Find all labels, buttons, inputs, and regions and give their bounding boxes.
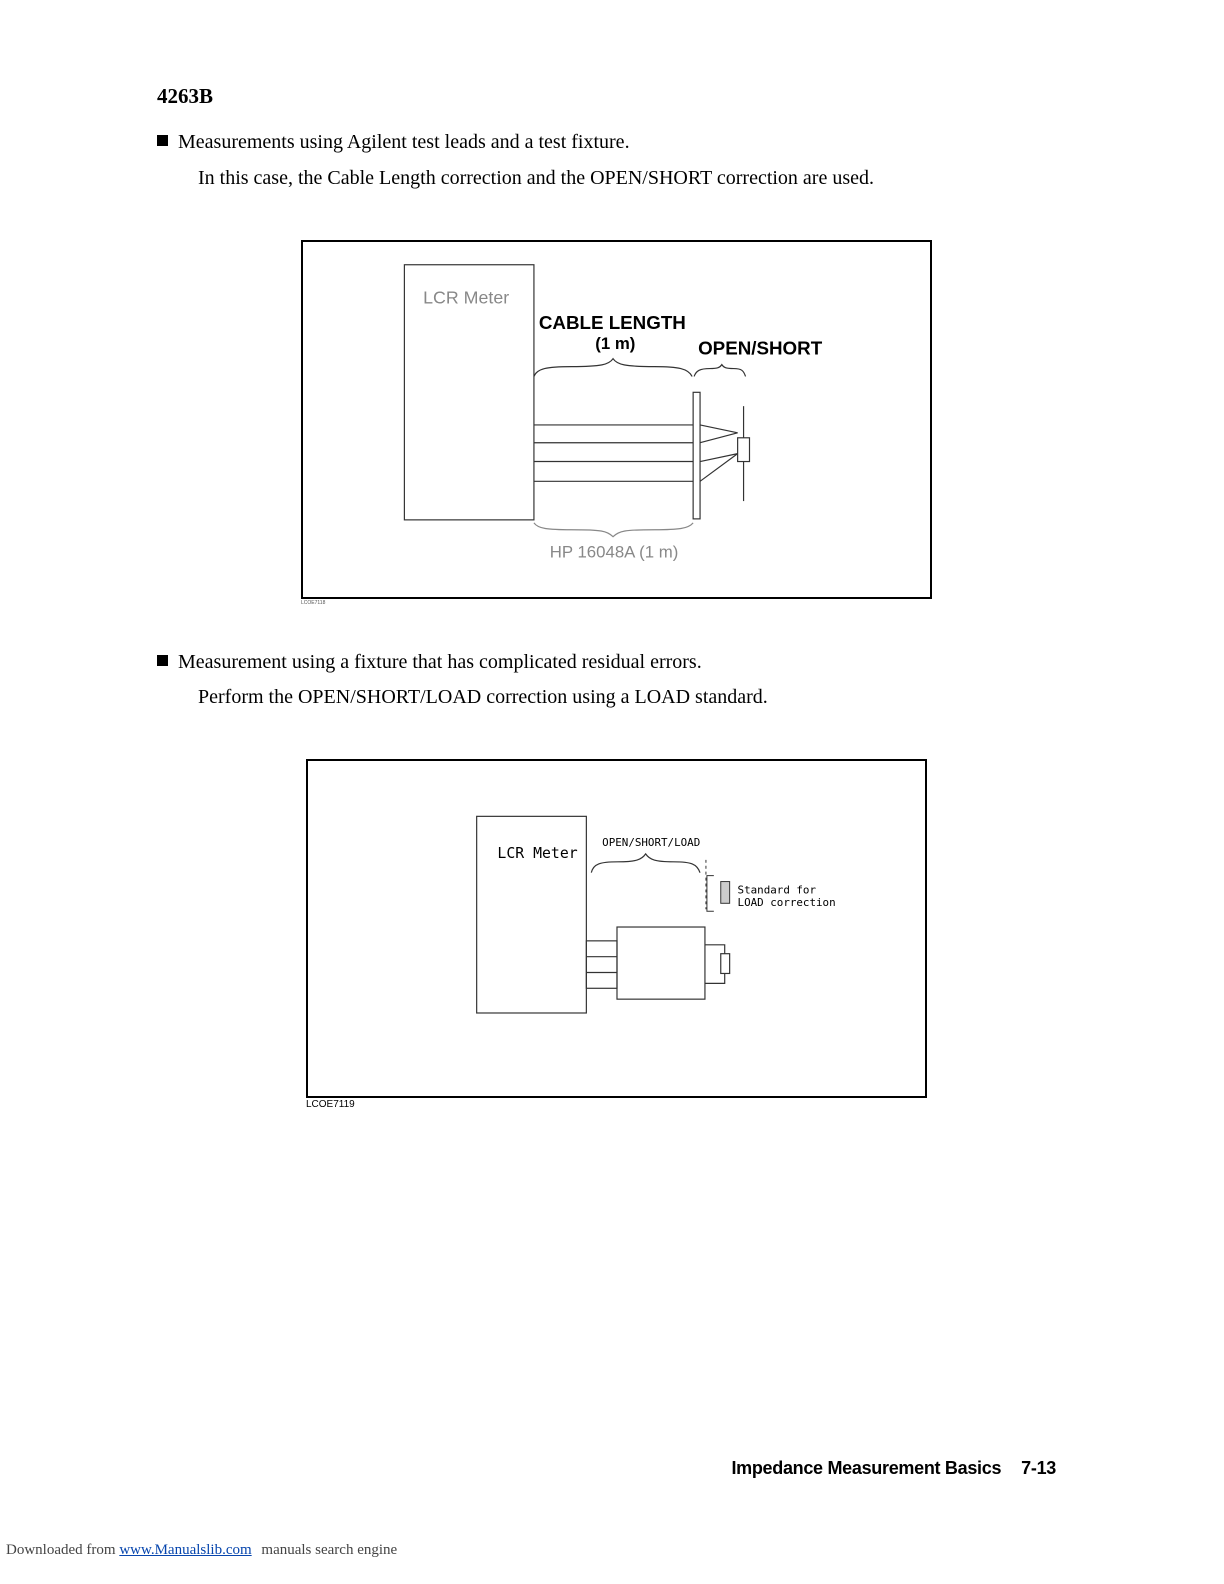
bullet-square-icon (157, 135, 168, 146)
leads-label: HP 16048A (1 m) (549, 542, 679, 562)
footer-title: Impedance Measurement Basics (731, 1458, 1002, 1478)
figure-2-code: LCOE7119 (306, 1099, 355, 1110)
figure-2-diagram (308, 761, 925, 1096)
model-header: 4263B (157, 84, 214, 108)
test-fixture-box (617, 927, 705, 999)
figure-1-diagram (303, 242, 930, 597)
bullet-item-2 (157, 651, 702, 674)
dut-component (738, 438, 750, 462)
openshort-brace (694, 365, 745, 377)
dut-component (721, 954, 730, 974)
download-prefix: Downloaded from (6, 1542, 116, 1558)
figure-1-code: LCOE7118 (301, 600, 326, 606)
page-footer (731, 1458, 1056, 1479)
paragraph-1: In this case, the Cable Length correction and the OPEN/SHORT correction are used. (198, 167, 875, 189)
manualslib-link[interactable]: www.Manualslib.com (119, 1542, 252, 1558)
page-number: 7-13 (1021, 1458, 1056, 1478)
bullet-item-1 (157, 131, 630, 154)
figure-cable-length-openshort (301, 240, 932, 599)
load-standard (721, 882, 730, 904)
test-fixture-plate (693, 392, 700, 519)
std-label-line1: Standard for (737, 883, 817, 897)
paragraph-2: Perform the OPEN/SHORT/LOAD correction using a LOAD standard. (198, 686, 768, 708)
osl-label: OPEN/SHORT/LOAD (602, 835, 701, 849)
bullet-square-icon (157, 655, 168, 666)
bullet-text-2: Measurement using a fixture that has complicated residual errors. (178, 651, 702, 673)
lcr-meter-label: LCR Meter (423, 287, 510, 308)
cable-length-brace (534, 359, 692, 377)
download-note (6, 1542, 397, 1559)
leads-brace (534, 523, 693, 537)
std-label-line2: LOAD correction (737, 896, 836, 910)
download-suffix: manuals search engine (261, 1542, 398, 1558)
osl-brace (591, 854, 700, 873)
openshort-label: OPEN/SHORT (698, 337, 823, 359)
figure-openshortload (306, 759, 927, 1098)
cable-length-label: CABLE LENGTH (538, 312, 686, 334)
cable-length-sub-label: (1 m) (595, 333, 636, 353)
bullet-text-1: Measurements using Agilent test leads and a test fixture. (178, 131, 630, 153)
lcr-meter-label: LCR Meter (497, 844, 578, 862)
